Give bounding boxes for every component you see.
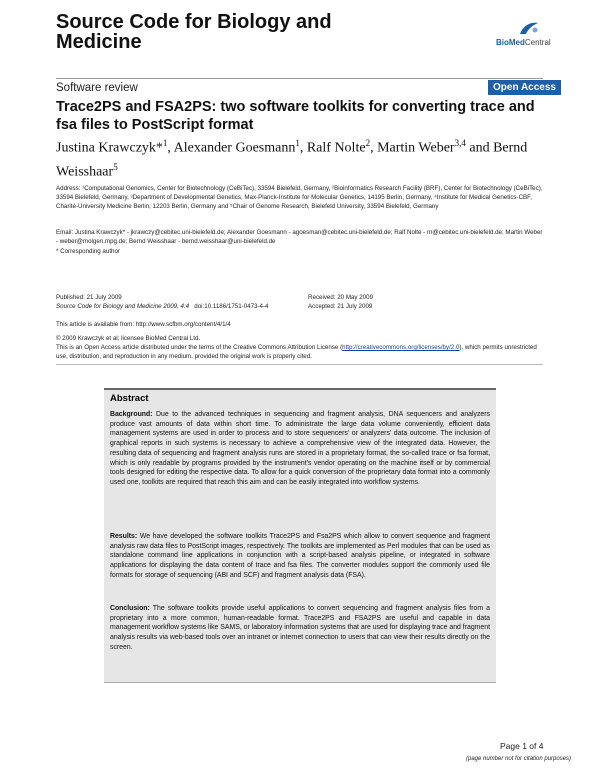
- author-emails: Email: Justina Krawczyk* - jkrawczy@cebitec.uni-bielefeld.de; Alexander Goesmann - agoesman@cebitec.uni-bielefeld.de; Ralf Nolte - rn@cebitec.uni-bielefeld.de; Martin Weber - weber@molgen.mpg.de; Bernd Weisshaar - bernd.weisshaar@uni-bielefeld.de: [56, 229, 543, 245]
- author-name: , Martin Weber: [370, 140, 455, 156]
- article-section: Software review: [56, 82, 138, 94]
- background-label: Background:: [110, 411, 153, 418]
- abstract-box: [104, 388, 496, 683]
- open-access-badge: Open Access: [488, 80, 561, 95]
- author-name: , Alexander Goesmann: [167, 140, 296, 156]
- conclusion-text: The software toolkits provide useful applications to convert sequencing and fragment analysis files from a proprietary into a more common, human-readable format. Trace2PS and FSA2PS are useful and capable in data management workflow systems like SAMS, or laboratory information systems that are used for displaying trace and fragment analysis results via web-based tools over an intranet or internet connection to users that can view their results directly on the screen.: [110, 605, 490, 651]
- affiliation-address: Address: ¹Computational Genomics, Center for Biotechnology (CeBiTec), 33594 Bielefeld, Germany, ²Bioinformatics Research Facility (BRF), Center for Biotechnology (CeBiTec), 33594 Bielefeld, Germany, ³Department of Developmental Genetics, Max-Planck-Institute for Molecular Genetics, 14195 Berlin, Germany, ⁴Institute for Medical Genetics-CBF, Charité-University Medicine Berlin, 12203 Berlin, Germany and ⁵Chair of Genome Research, Bielefeld University, 33594 Bielefeld, Germany: [56, 185, 543, 210]
- citation: Source Code for Biology and Medicine 2009, 4:4: [56, 303, 190, 310]
- doi: doi:10.1186/1751-0473-4-4: [194, 303, 269, 310]
- logo-suffix: Central: [524, 38, 551, 47]
- abstract-conclusion: [110, 604, 490, 653]
- article-title: Trace2PS and FSA2PS: two software toolkits for converting trace and fsa files to PostScript format: [56, 99, 535, 133]
- received-date: Received: 20 May 2009: [308, 294, 374, 301]
- journal-title: Source Code for Biology and Medicine: [56, 11, 332, 53]
- author-affiliation: 2: [365, 138, 371, 148]
- corresponding-author-note: * Corresponding author: [56, 248, 120, 255]
- author-affiliation: 5: [113, 161, 118, 172]
- page-number-note: (page number not for citation purposes): [466, 756, 572, 762]
- abstract-results: [110, 532, 490, 581]
- accepted-date: Accepted: 21 July 2009: [308, 303, 373, 310]
- logo-swoosh-icon: [518, 20, 540, 36]
- author-affiliation: 1: [295, 138, 300, 148]
- header-divider: [56, 78, 543, 79]
- author-affiliation: 3,4: [454, 138, 466, 148]
- abstract-heading: Abstract: [110, 393, 149, 404]
- published-date: Published: 21 July 2009: [56, 294, 122, 301]
- license-text-end: ), which permits unrestricted use, distribution, and reproduction in any medium, provided the original work is properly cited.: [56, 344, 537, 360]
- license-text: This is an Open Access article distributed under the terms of the Creative Commons Attribution License (: [56, 344, 343, 351]
- page-number: Page 1 of 4: [500, 741, 544, 751]
- author-name: Justina Krawczyk*: [56, 140, 163, 156]
- biomed-central-logo: [496, 20, 562, 54]
- license-link[interactable]: http://creativecommons.org/licenses/by/2.0: [342, 344, 460, 351]
- conclusion-label: Conclusion:: [110, 605, 150, 612]
- author-list: [56, 134, 546, 181]
- copyright-line: © 2009 Krawczyk et al; licensee BioMed Central Ltd.: [56, 335, 201, 342]
- background-text: Due to the advanced techniques in sequencing and fragment analysis, DNA sequencers and analyzers produce vast amounts of data within short time. To administrate the large data volume conveniently, efficient data management systems are used in order to process and to store sequencers' or analyzers' data outcome. The inclusion of graphical reports in such systems is necessary to achieve a comprehensive view of the integrated data. However, the resulting data of sequencing and fragment analysis runs are stored in a proprietary format, the so-called trace or fsa format, which is only readable by programs provided by the instrument's vendor operating on the machine itself or by commercial tools designed for editing the respective data. To allow for a quick conversion of the proprietary data format into a commonly used one, toolkits are required that reach this aim and can be easily integrated into workflow systems.: [110, 411, 490, 486]
- metadata-divider: [56, 364, 543, 365]
- article-url[interactable]: This article is available from: http://www.scfbm.org/content/4/1/4: [56, 321, 231, 328]
- results-label: Results:: [110, 533, 138, 540]
- author-name: , Ralf Nolte: [299, 140, 366, 156]
- publication-info: [56, 293, 306, 311]
- copyright-notice: [56, 334, 544, 361]
- review-dates: [308, 293, 508, 311]
- author-name: and Bernd Weisshaar: [56, 140, 528, 180]
- results-text: We have developed the software toolkits Trace2PS and Fsa2PS which allow to convert sequence and fragment analysis raw data files to PostScript images, respectively. The toolkits are implemented as Perl modules that can be used as standalone command line applications in conjunction with a script-based analysis pipeline, or integrated in software applications for displaying the data content of trace and fsa files. The converter modules support the commonly used file formats for storage of sequencing (ABI and SCF) and fragment analysis data (FSA).: [110, 533, 490, 579]
- author-affiliation: 1: [162, 138, 168, 148]
- abstract-background: [110, 410, 490, 488]
- logo-brand: BioMed: [496, 38, 525, 47]
